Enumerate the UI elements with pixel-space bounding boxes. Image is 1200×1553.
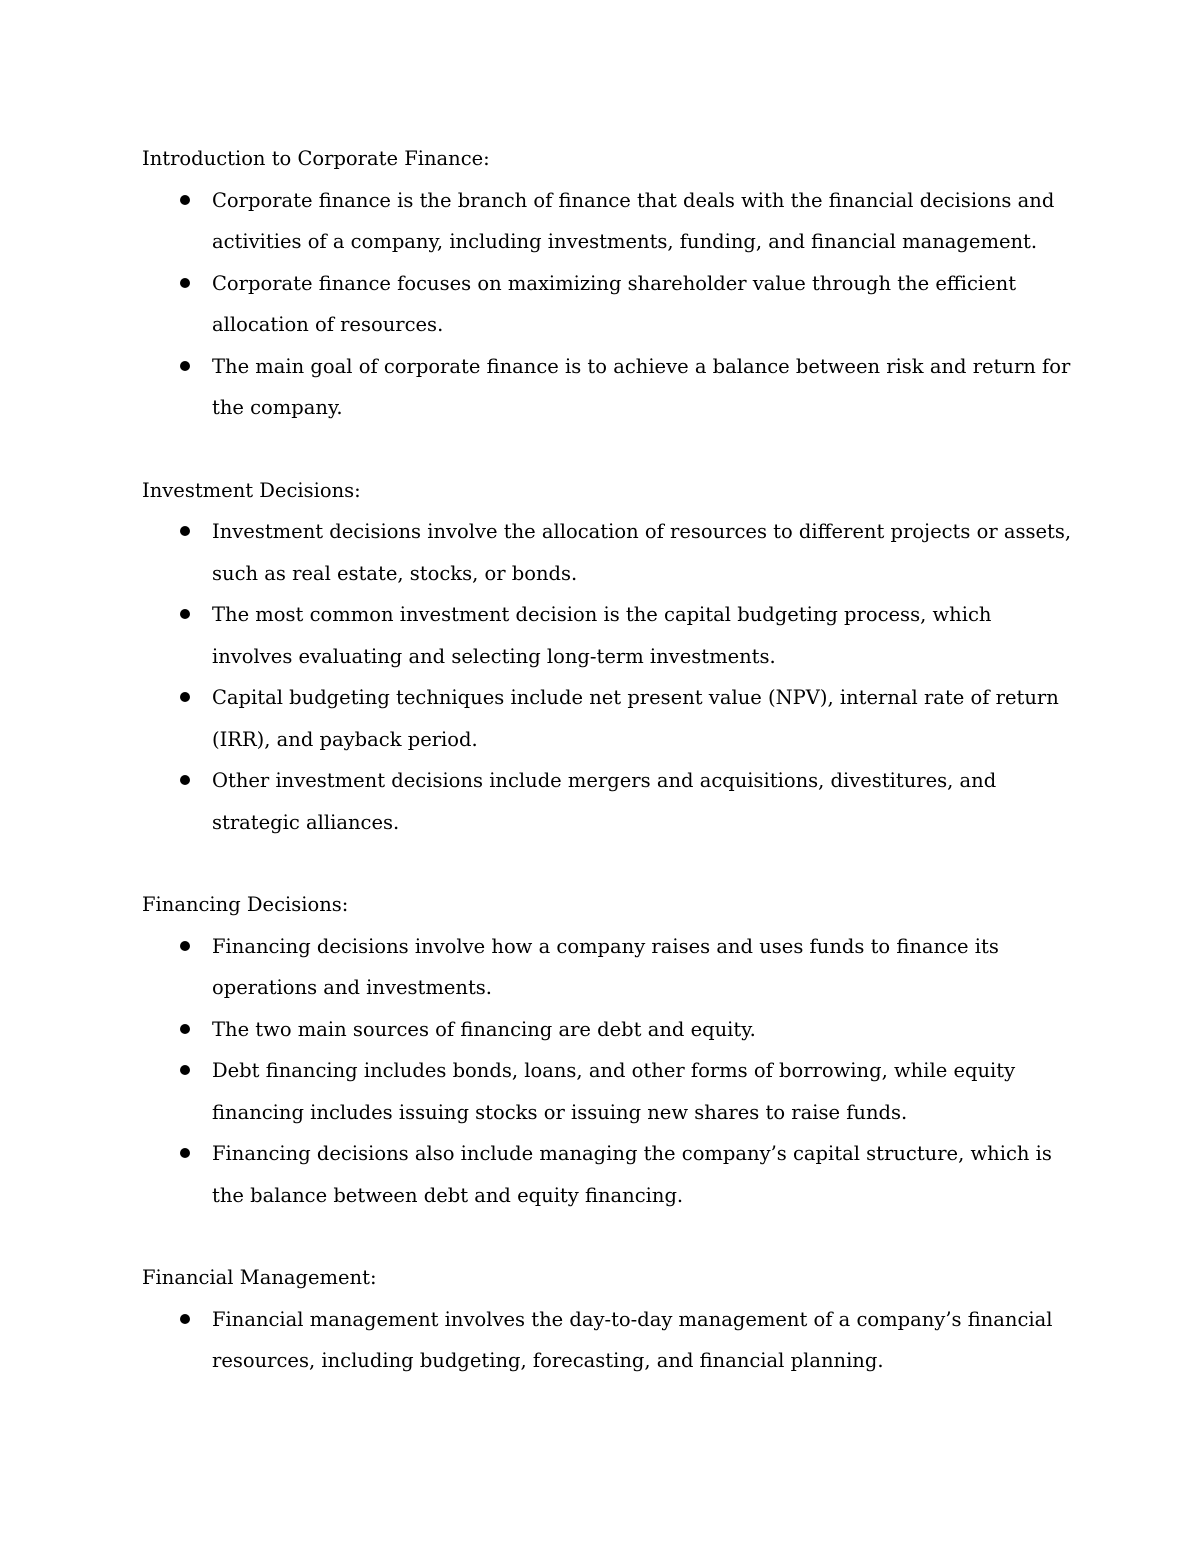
bullet-item [142,1133,1072,1216]
bullet-list [142,926,1072,1217]
bullet-item [142,180,1072,263]
bullet-text: Capital budgeting techniques include net present value (NPV), internal rate of return (IRR), and payback period. [212,686,1059,751]
section-financial-management [142,1257,1072,1382]
bullet-list [142,1299,1072,1382]
section-heading: Financing Decisions: [142,893,349,916]
bullet-list [142,180,1072,429]
bullet-icon [180,1148,190,1158]
bullet-text: Investment decisions involve the allocation of resources to different projects or assets, such as real estate, stocks, or bonds. [212,520,1072,585]
bullet-text: The two main sources of financing are debt and equity. [212,1017,756,1041]
bullet-item [142,1050,1072,1133]
bullet-icon [180,941,190,951]
bullet-text: Financing decisions also include managing the company’s capital structure, which is the balance between debt and equity financing. [212,1142,1052,1207]
bullet-text: Corporate finance is the branch of finance that deals with the financial decisions and activities of a company, including investments, funding, and financial management. [212,188,1055,253]
bullet-icon [180,1024,190,1034]
bullet-item [142,263,1072,346]
bullet-icon [180,195,190,205]
bullet-text: Debt financing includes bonds, loans, and other forms of borrowing, while equity financing includes issuing stocks or issuing new shares to raise funds. [212,1059,1016,1124]
section-introduction [142,138,1072,429]
bullet-list [142,511,1072,843]
bullet-text: Corporate finance focuses on maximizing shareholder value through the efficient allocation of resources. [212,271,1017,336]
bullet-item [142,346,1072,429]
bullet-text: The most common investment decision is the capital budgeting process, which involves evaluating and selecting long-term investments. [212,603,992,668]
bullet-item [142,594,1072,677]
bullet-icon [180,692,190,702]
bullet-icon [180,526,190,536]
bullet-icon [180,609,190,619]
bullet-icon [180,1314,190,1324]
bullet-text: The main goal of corporate finance is to achieve a balance between risk and return for the company. [212,354,1071,419]
bullet-icon [180,278,190,288]
document-page [142,138,1072,1423]
bullet-item [142,677,1072,760]
bullet-item [142,1299,1072,1382]
bullet-text: Financial management involves the day-to-day management of a company’s financial resources, including budgeting, forecasting, and financial planning. [212,1307,1053,1372]
section-investment-decisions [142,470,1072,844]
bullet-item [142,926,1072,1009]
bullet-item [142,511,1072,594]
section-heading: Investment Decisions: [142,478,361,502]
bullet-icon [180,361,190,371]
section-financing-decisions [142,884,1072,1216]
bullet-text: Other investment decisions include mergers and acquisitions, divestitures, and strategic alliances. [212,769,997,834]
bullet-icon [180,1065,190,1075]
bullet-icon [180,775,190,785]
bullet-item [142,760,1072,843]
bullet-item [142,1009,1072,1051]
section-heading: Financial Management: [142,1266,377,1289]
bullet-text: Financing decisions involve how a company raises and uses funds to finance its operations and investments. [212,934,999,999]
section-heading: Introduction to Corporate Finance: [142,147,490,170]
